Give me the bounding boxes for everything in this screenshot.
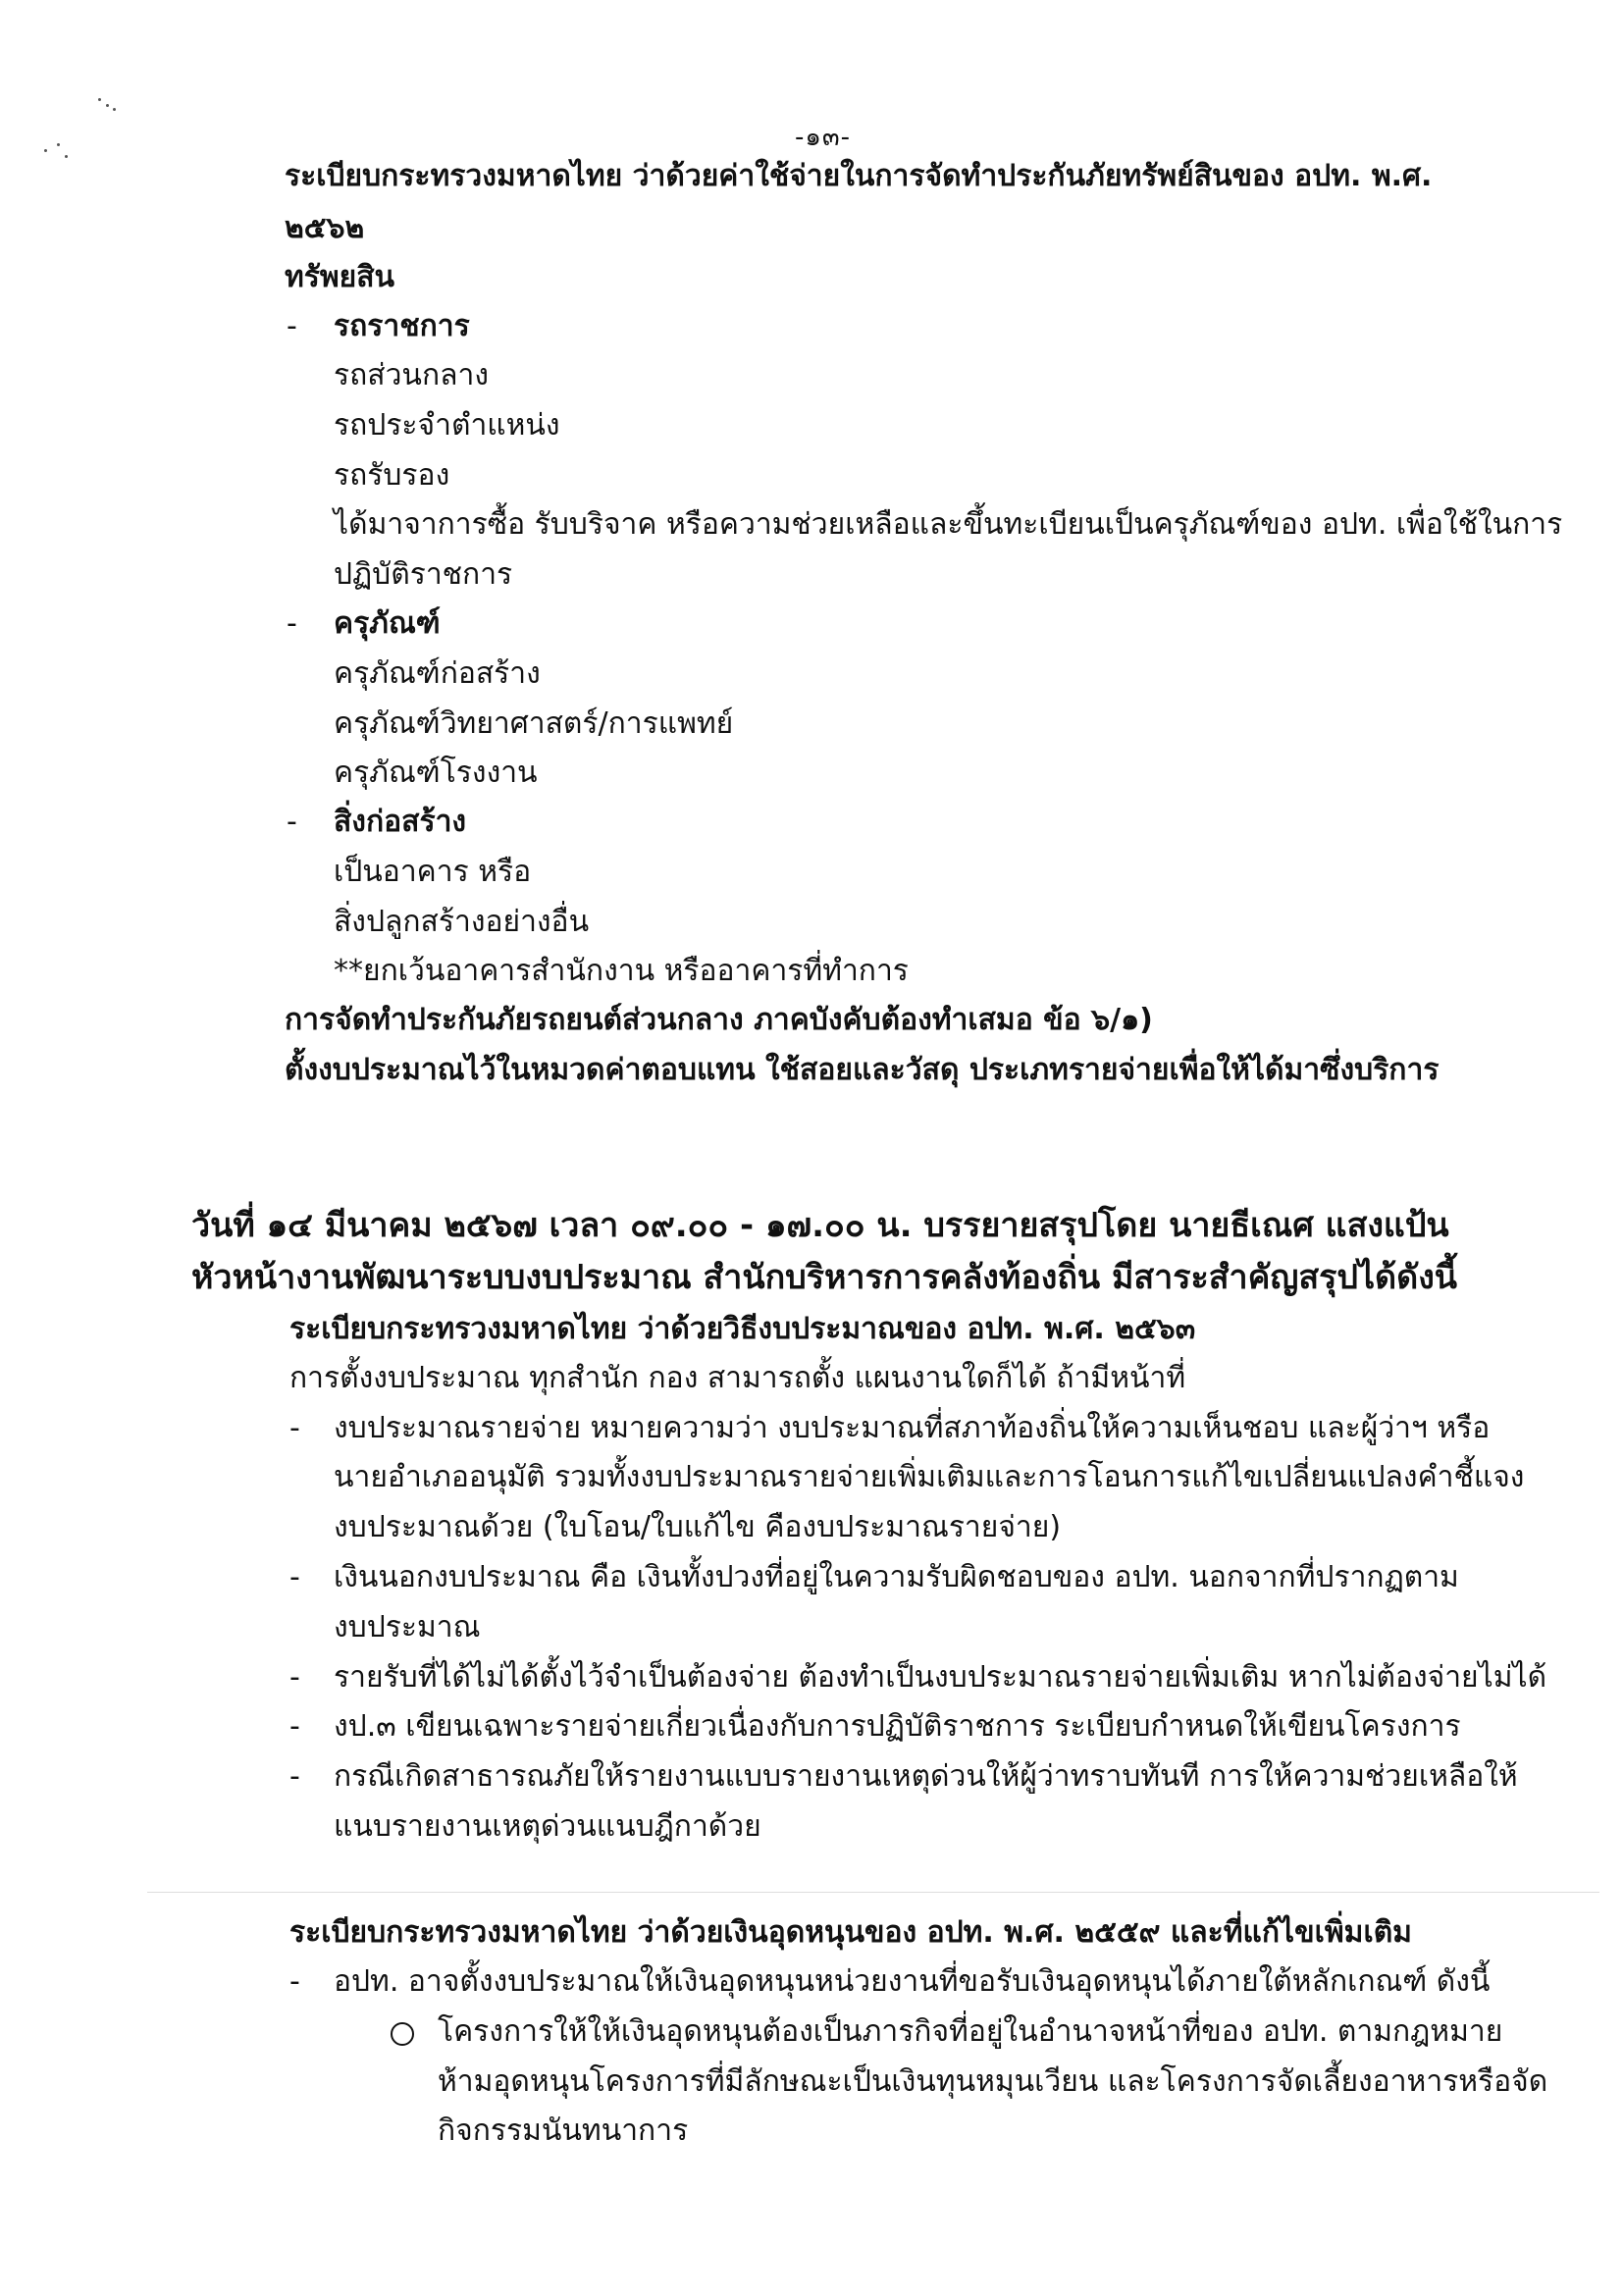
bullet-dash: -: [289, 1560, 300, 1594]
section2-title-line2: หัวหน้างานพัฒนาระบบงบประมาณ สำนักบริหารการคลังท้องถิ่น มีสาระสำคัญสรุปได้ดังนี้: [191, 1258, 1458, 1297]
list-item: ปฏิบัติราชการ: [334, 557, 513, 592]
sub-bullet-text: ห้ามอุดหนุนโครงการที่มีลักษณะเป็นเงินทุนหมุนเวียน และโครงการจัดเลี้ยงอาหารหรือจัด: [438, 2064, 1548, 2099]
list-item: เป็นอาคาร หรือ: [334, 855, 532, 889]
group-title-buildings: สิ่งก่อสร้าง: [334, 805, 467, 839]
bullet-text: งป.๓ เขียนเฉพาะรายจ่ายเกี่ยวเนื่องกับการปฏิบัติราชการ ระเบียบกำหนดให้เขียนโครงการ: [334, 1709, 1461, 1744]
list-item: ครุภัณฑ์วิทยาศาสตร์/การแพทย์: [334, 706, 734, 741]
budget-intro: การตั้งงบประมาณ ทุกสำนัก กอง สามารถตั้ง แผนงานใดก็ได้ ถ้ามีหน้าที่: [289, 1361, 1186, 1395]
list-item: สิ่งปลูกสร้างอย่างอื่น: [334, 905, 590, 939]
scan-speck: [98, 98, 101, 101]
divider: [147, 1892, 1599, 1893]
bullet-dash: -: [287, 606, 297, 641]
bullet-dash: -: [289, 1759, 300, 1794]
bullet-text: รายรับที่ได้ไม่ได้ตั้งไว้จำเป็นต้องจ่าย ต้องทำเป็นงบประมาณรายจ่ายเพิ่มเติม หากไม่ต้องจ่ายไม่ได้: [334, 1660, 1547, 1695]
bullet-dash: -: [289, 1709, 300, 1744]
list-item: **ยกเว้นอาคารสำนักงาน หรืออาคารที่ทำการ: [334, 954, 909, 988]
section2-title-line1: วันที่ ๑๔ มีนาคม ๒๕๖๗ เวลา ๐๙.๐๐ - ๑๗.๐๐ น. บรรยายสรุปโดย นายธีเณศ แสงแป้น: [191, 1206, 1449, 1245]
page-number: -๑๓-: [795, 123, 852, 152]
list-item: ครุภัณฑ์ก่อสร้าง: [334, 656, 541, 691]
circle-bullet-icon: [391, 2022, 414, 2046]
bullet-dash: -: [289, 1660, 300, 1695]
list-item: ครุภัณฑ์โรงงาน: [334, 756, 538, 790]
assets-title: ทรัพยสิน: [285, 260, 395, 294]
bullet-dash: -: [287, 805, 297, 839]
list-item: รถประจำตำแหน่ง: [334, 408, 560, 443]
bullet-text: อปท. อาจตั้งงบประมาณให้เงินอุดหนุนหน่วยงานที่ขอรับเงินอุดหนุนได้ภายใต้หลักเกณฑ์ ดังนี้: [334, 1964, 1491, 1999]
section1-heading-line2: ๒๕๖๒: [285, 211, 365, 245]
scan-speck: [106, 104, 109, 107]
insurance-note: การจัดทำประกันภัยรถยนต์ส่วนกลาง ภาคบังคับต้องทำเสมอ ข้อ ๖/๑): [285, 1003, 1153, 1037]
bullet-text: นายอำเภออนุมัติ รวมทั้งงบประมาณรายจ่ายเพิ่มเติมและการโอนการแก้ไขเปลี่ยนแปลงคำชี้แจง: [334, 1460, 1525, 1494]
section1-heading-line1: ระเบียบกระทรวงมหาดไทย ว่าด้วยค่าใช้จ่ายในการจัดทำประกันภัยทรัพย์สินของ อปท. พ.ศ.: [285, 159, 1433, 193]
scan-speck: [44, 149, 47, 152]
list-item: รถรับรอง: [334, 458, 450, 493]
bullet-dash: -: [287, 309, 297, 343]
scan-speck: [113, 108, 116, 111]
sub-bullet-text: โครงการให้ให้เงินอุดหนุนต้องเป็นภารกิจที่อยู่ในอำนาจหน้าที่ของ อปท. ตามกฎหมาย: [438, 2014, 1503, 2049]
subsidy-regulation-heading: ระเบียบกระทรวงมหาดไทย ว่าด้วยเงินอุดหนุนของ อปท. พ.ศ. ๒๕๕๙ และที่แก้ไขเพิ่มเติม: [289, 1915, 1412, 1950]
bullet-dash: -: [289, 1411, 300, 1445]
list-item: ได้มาจาการซื้อ รับบริจาค หรือความช่วยเหลือและขึ้นทะเบียนเป็นครุภัณฑ์ของ อปท. เพื่อใช้ในการ: [334, 507, 1563, 542]
bullet-text: เงินนอกงบประมาณ คือ เงินทั้งปวงที่อยู่ในความรับผิดชอบของ อปท. นอกจากที่ปรากฏตาม: [334, 1560, 1459, 1594]
group-title-equipment: ครุภัณฑ์: [334, 606, 441, 641]
sub-bullet-text: กิจกรรมนันทนาการ: [438, 2113, 689, 2148]
group-title-vehicles: รถราชการ: [334, 309, 470, 343]
scan-speck: [57, 143, 60, 146]
bullet-text: งบประมาณ: [334, 1610, 481, 1644]
budget-regulation-heading: ระเบียบกระทรวงมหาดไทย ว่าด้วยวิธีงบประมาณของ อปท. พ.ศ. ๒๕๖๓: [289, 1312, 1196, 1346]
list-item: รถส่วนกลาง: [334, 358, 489, 392]
budget-note: ตั้งงบประมาณไว้ในหมวดค่าตอบแทน ใช้สอยและวัสดุ ประเภทรายจ่ายเพื่อให้ได้มาซึ่งบริการ: [285, 1053, 1440, 1087]
bullet-dash: -: [289, 1964, 300, 1999]
bullet-text: งบประมาณด้วย (ใบโอน/ใบแก้ไข คืองบประมาณรายจ่าย): [334, 1510, 1062, 1544]
bullet-text: งบประมาณรายจ่าย หมายความว่า งบประมาณที่สภาท้องถิ่นให้ความเห็นชอบ และผู้ว่าฯ หรือ: [334, 1411, 1491, 1445]
scan-speck: [65, 155, 68, 158]
bullet-text: แนบรายงานเหตุด่วนแนบฎีกาด้วย: [334, 1809, 761, 1844]
bullet-text: กรณีเกิดสาธารณภัยให้รายงานแบบรายงานเหตุด่วนให้ผู้ว่าทราบทันที การให้ความช่วยเหลือให้: [334, 1759, 1518, 1794]
